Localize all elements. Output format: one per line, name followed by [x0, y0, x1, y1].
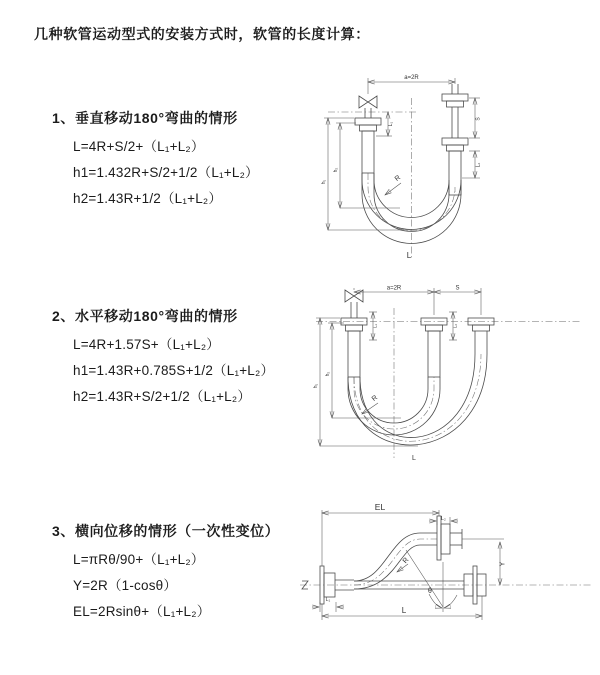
radius-annotation [385, 174, 402, 195]
radius-label: R [370, 394, 380, 403]
section-1-formula-3: h2=1.43R+1/2（L₁+L₂） [73, 191, 223, 206]
radius-annotation [397, 556, 410, 572]
diagram-lateral-displacement [294, 500, 600, 652]
dimension-s [434, 286, 481, 316]
flange-right-upper [437, 516, 462, 560]
dim-label-l1: L₁ [372, 323, 378, 329]
dimension-l2 [449, 312, 458, 340]
page-title: 几种软管运动型式的安装方式时，软管的长度计算： [34, 26, 370, 42]
flange-center [421, 318, 447, 331]
hose-arcs [348, 354, 487, 445]
dim-label-h2: h₂ [333, 167, 339, 173]
section-1-heading: 1、垂直移动180°弯曲的情形 [52, 110, 238, 126]
dim-label-s: S [455, 285, 460, 292]
dim-label-l2: L₂ [475, 162, 482, 168]
dim-label-a2r: a=2R [404, 75, 419, 81]
dim-label-l2: L₂ [452, 323, 458, 329]
hose-braid-center [428, 331, 440, 377]
hose-s-curve [354, 533, 437, 589]
dim-label-h2: h₂ [325, 371, 331, 377]
diagram-horizontal-180-bend [306, 282, 598, 462]
dim-label-h1: h₁ [321, 179, 327, 185]
dim-label-l2: L₂ [441, 516, 446, 522]
centerlines [300, 581, 592, 589]
dimension-width-a2r [368, 75, 455, 94]
radius-label: R [401, 556, 411, 565]
flange-left [355, 118, 381, 131]
section-2-heading: 2、水平移动180°弯曲的情形 [52, 308, 238, 324]
dim-label-l1: L₁ [325, 597, 331, 603]
dimension-el [322, 502, 439, 566]
flange-right-lower [442, 138, 468, 151]
dimension-l1 [369, 312, 378, 340]
theta-label: θ [428, 588, 432, 595]
section-1-formula-1: L=4R+S/2+（L₁+L₂） [73, 139, 205, 154]
section-3-formula-2: Y=2R（1-cosθ） [73, 578, 178, 593]
dimension-l [322, 596, 482, 620]
section-2-formula-3: h2=1.43R+S/2+1/2（L₁+L₂） [73, 389, 252, 404]
section-3-heading: 3、横向位移的情形（一次性变位） [52, 523, 280, 539]
dimension-l2 [462, 151, 482, 178]
section-2-formula-2: h1=1.43R+0.785S+1/2（L₁+L₂） [73, 363, 275, 378]
pipe-left [365, 108, 371, 118]
diagram-vertical-180-bend [312, 70, 542, 262]
dim-label-h1: h₁ [313, 383, 319, 389]
length-label: L [406, 251, 412, 260]
dim-label-l1: L₁ [388, 121, 394, 127]
flange-left [341, 318, 367, 331]
dim-label-s: S [475, 117, 482, 121]
dimension-y [462, 539, 507, 585]
dim-label-a2r: a=2R [386, 285, 402, 292]
pipe-right [475, 331, 487, 354]
section-1-formula-2: h1=1.432R+S/2+1/2（L₁+L₂） [73, 165, 259, 180]
valve-icon [359, 96, 377, 108]
dimension-s [469, 98, 482, 138]
flange-right [468, 318, 494, 331]
section-3-formula-1: L=πRθ/90+（L₁+L₂） [73, 552, 205, 567]
pipe-right [452, 84, 458, 138]
section-2-formula-1: L=4R+1.57S+（L₁+L₂） [73, 337, 220, 352]
radius-label: R [393, 174, 403, 183]
hose-braid-left [362, 131, 374, 173]
dim-label-el: EL [374, 502, 386, 512]
dim-label-y: Y [499, 561, 507, 567]
dim-label-l: L [401, 606, 407, 615]
dimension-l1 [376, 112, 394, 136]
dimension-l1 [312, 597, 344, 612]
centerlines [328, 98, 416, 258]
centerlines [316, 308, 580, 458]
section-3-formula-3: EL=2Rsinθ+（L₁+L₂） [73, 604, 211, 619]
length-label: L [412, 455, 416, 462]
flange-right-upper [442, 94, 468, 107]
hose-braid-left [348, 331, 360, 377]
pipe-left [351, 302, 357, 318]
